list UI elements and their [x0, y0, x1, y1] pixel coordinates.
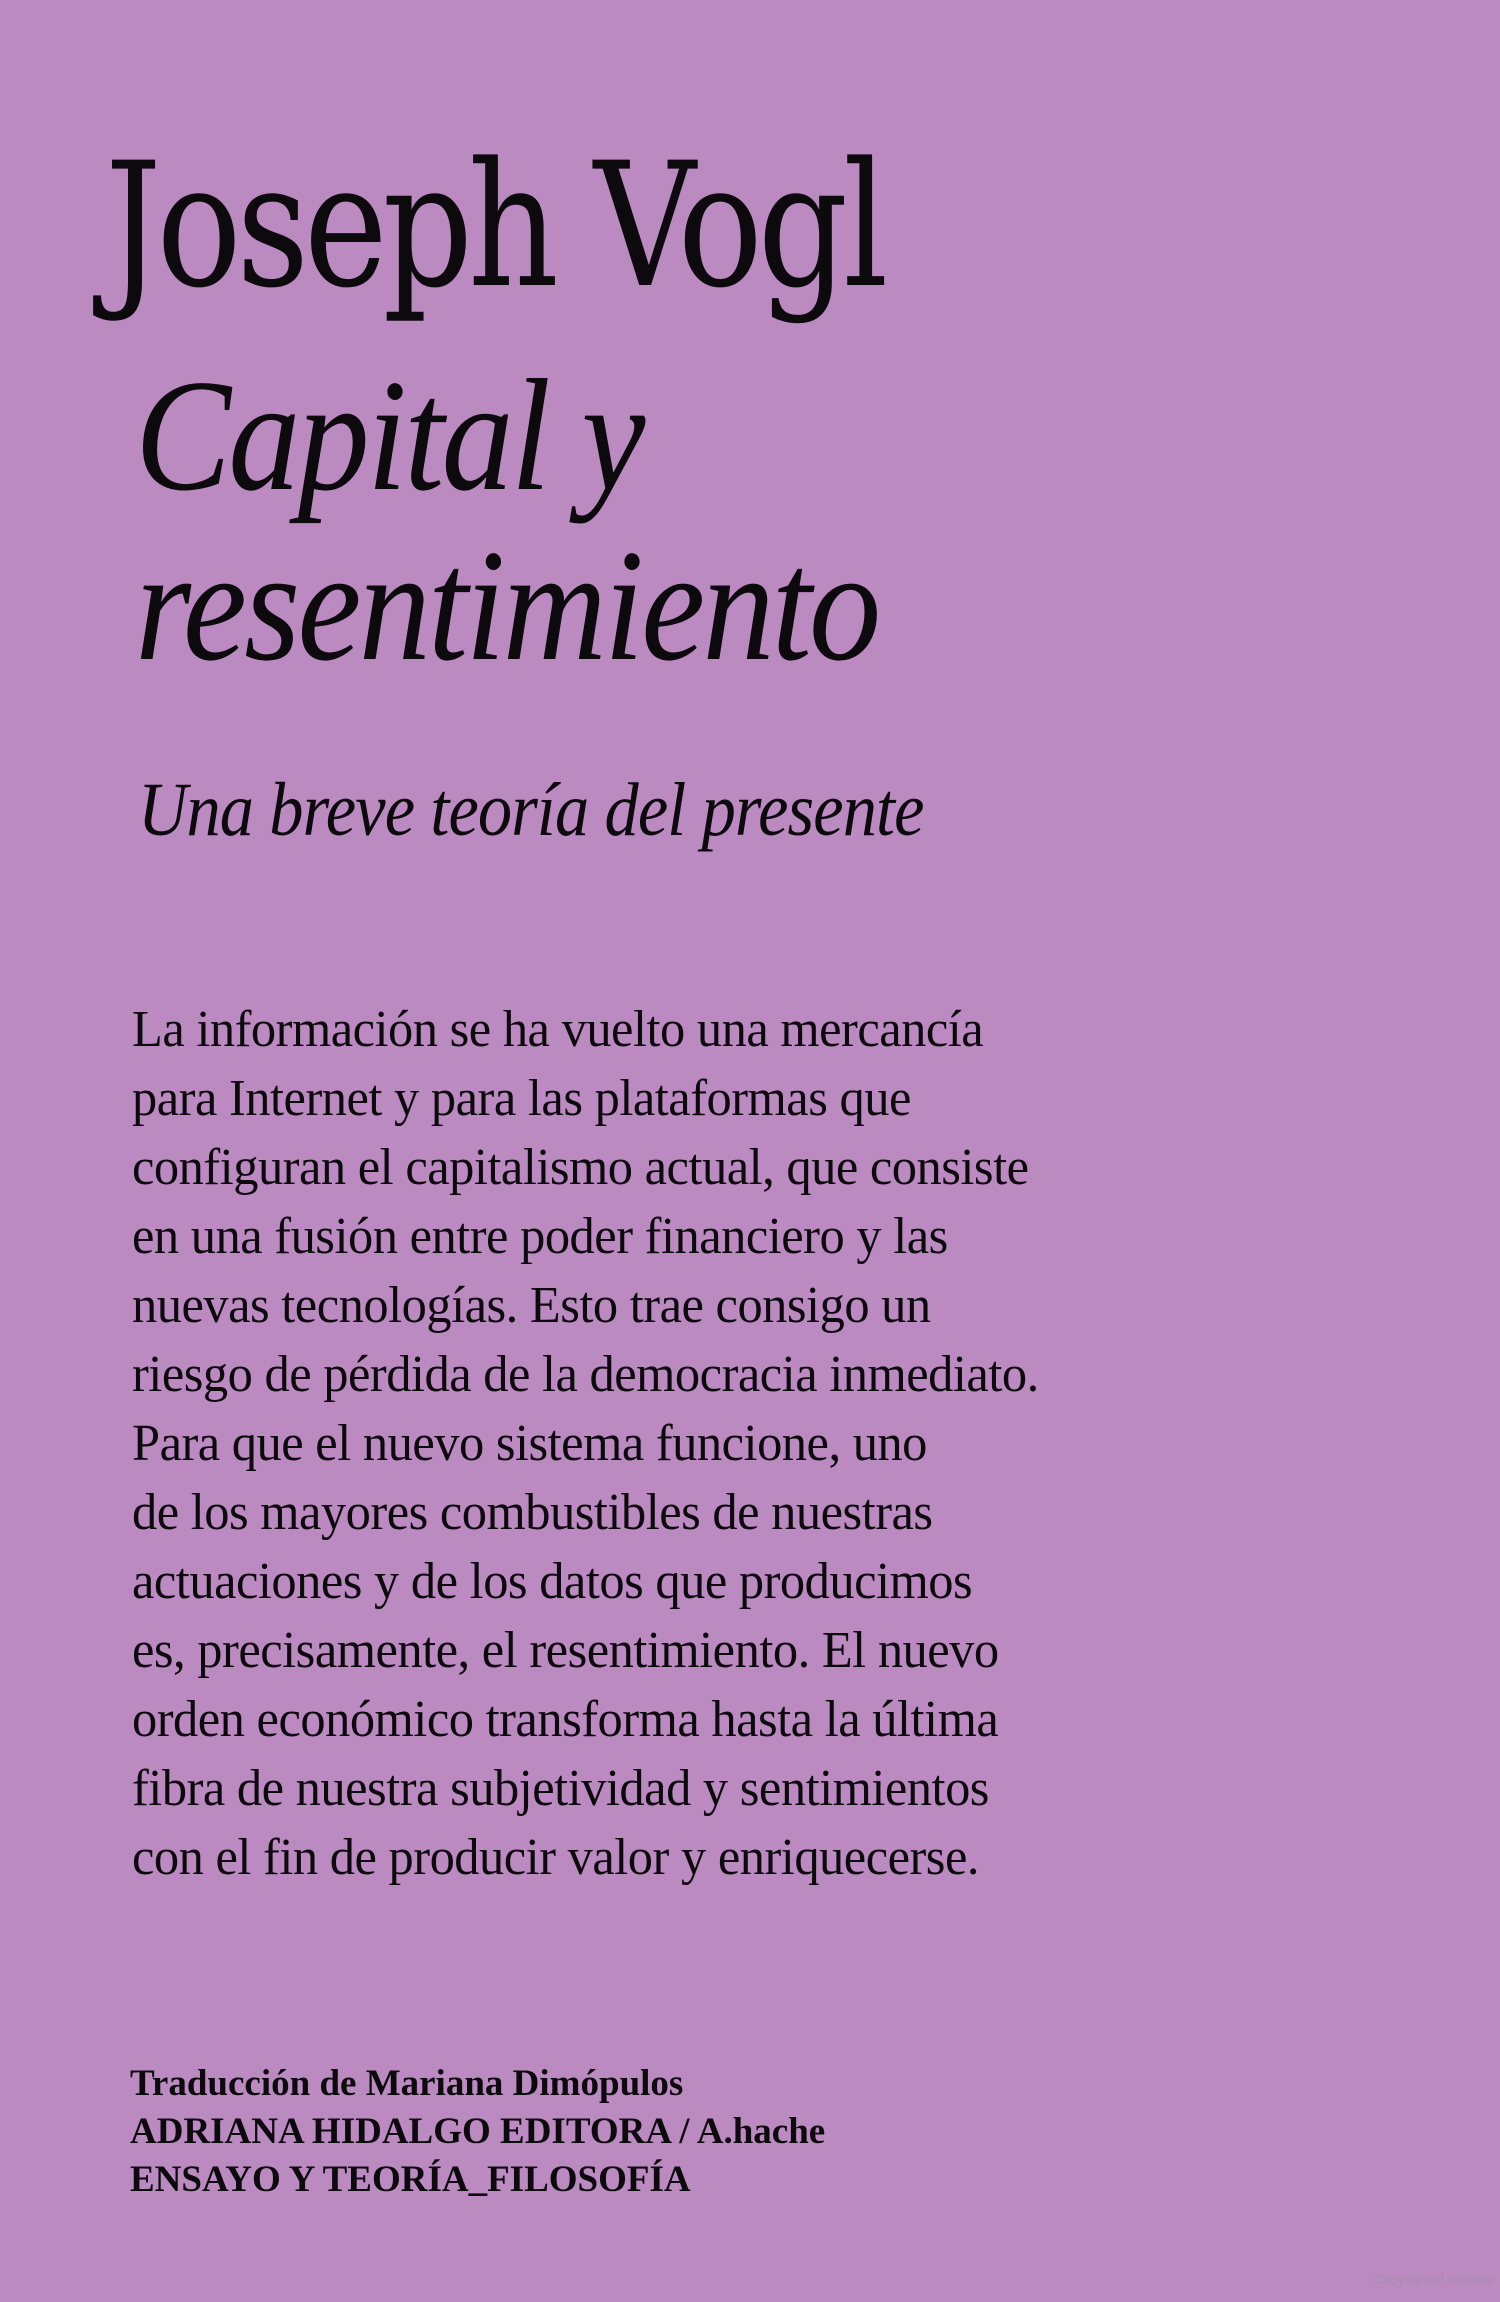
blurb-line: en una fusión entre poder financiero y las [132, 1208, 948, 1265]
blurb-line: con el fin de producir valor y enriquecerse. [132, 1829, 979, 1886]
copyright-watermark: Copyrighted material [1374, 2272, 1494, 2287]
credits [130, 2060, 825, 2204]
blurb-line: fibra de nuestra subjetividad y sentimientos [132, 1760, 989, 1817]
book-subtitle: Una breve teoría del presente [138, 768, 924, 852]
blurb-line: riesgo de pérdida de la democracia inmediato. [132, 1346, 1039, 1403]
author-name: Joseph Vogl [105, 125, 884, 326]
collection-name: ENSAYO Y TEORÍA_FILOSOFÍA [130, 2159, 691, 2200]
publisher-name: ADRIANA HIDALGO EDITORA / A.hache [130, 2111, 826, 2152]
book-title [135, 346, 879, 694]
blurb-line: actuaciones y de los datos que producimos [132, 1553, 973, 1610]
blurb-line: para Internet y para las plataformas que [132, 1070, 911, 1127]
blurb-line: orden económico transforma hasta la última [132, 1691, 999, 1748]
blurb-text [132, 995, 1067, 1892]
blurb-line: La información se ha vuelto una mercancía [132, 1001, 984, 1058]
title-line: resentimiento [135, 516, 879, 694]
blurb-line: Para que el nuevo sistema funcione, uno [132, 1415, 927, 1472]
blurb-line: es, precisamente, el resentimiento. El nuevo [132, 1622, 999, 1679]
blurb-line: configuran el capitalismo actual, que consiste [132, 1139, 1029, 1196]
blurb-line: de los mayores combustibles de nuestras [132, 1484, 933, 1541]
blurb-line: nuevas tecnologías. Esto trae consigo un [132, 1277, 931, 1334]
title-line: Capital y [135, 346, 643, 524]
translator-credit: Traducción de Mariana Dimópulos [130, 2063, 684, 2104]
